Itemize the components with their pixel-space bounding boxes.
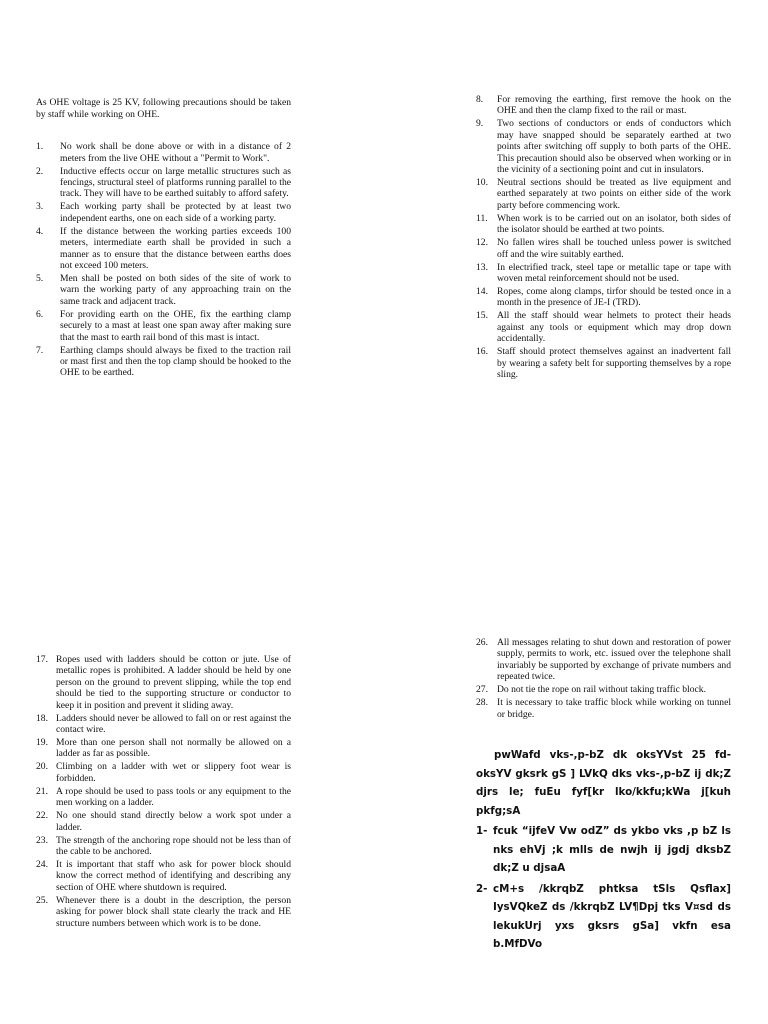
- item-text: It is necessary to take traffic block while working on tunnel or bridge.: [497, 697, 731, 720]
- item-text: Two sections of conductors or ends of conductors which may have snapped should be separately earthed at two points after switching off supply to both parts of the OHE. This precaution should also be observed when working or in the vicinity of a sectioning point and cut in insulators.: [497, 118, 731, 176]
- item-number: 7.: [36, 344, 44, 356]
- list-item: [36, 713, 291, 736]
- list-item: [36, 309, 291, 343]
- item-text: All the staff should wear helmets to protect their heads against any tools or equipment which may drop down accidentally.: [497, 310, 731, 345]
- hindi-section: [476, 746, 731, 956]
- item-text: Do not tie the rope on rail without taking traffic block.: [497, 684, 706, 696]
- item-number: 23.: [36, 834, 48, 846]
- item-text: A rope should be used to pass tools or any equipment to the men working on a ladder.: [56, 785, 291, 809]
- item-text: Ropes used with ladders should be cotton or jute. Use of metallic ropes is prohibited. A ladder should be held by one person on the ground to prevent slipping, while the top end should be tied to the supporting structure or conductor to keep it in position and prevent it sliding away.: [56, 654, 291, 711]
- item-text: When work is to be carried out on an isolator, both sides of the isolator should be earthed at two points.: [497, 212, 731, 236]
- list-item: [476, 177, 731, 211]
- item-text: In electrified track, steel tape or metallic tape or tape with woven metal reinforcement should not be used.: [497, 261, 731, 285]
- precautions-list-1-7: [36, 141, 291, 379]
- list-item: [36, 835, 291, 858]
- item-number: 17.: [36, 654, 48, 665]
- item-text: No fallen wires shall be touched unless power is switched off and the wire suitably earthed.: [497, 237, 731, 260]
- item-text: Ladders should never be allowed to fall on or rest against the contact wire.: [56, 712, 291, 736]
- item-text: Earthing clamps should always be fixed to the traction rail or mast first and then the top clamp should be hooked to the OHE to be earthed.: [60, 344, 291, 379]
- list-item: [476, 94, 731, 117]
- list-item: [36, 761, 291, 784]
- bottom-left-column: [36, 654, 291, 931]
- list-item: [476, 684, 731, 695]
- item-text: Neutral sections should be treated as live equipment and earthed separately at two points on either side of the work party before commencing work.: [497, 177, 731, 211]
- item-number: 20.: [36, 761, 48, 773]
- item-text: Whenever there is a doubt in the description, the person asking for power block shall state clearly the track and HE structure numbers between which work is to be done.: [56, 894, 291, 929]
- item-number: 14.: [476, 286, 488, 298]
- list-item: [36, 345, 291, 379]
- item-text: The strength of the anchoring rope should not be less than of the cable to be anchored.: [56, 834, 291, 858]
- precautions-list-17-25: [36, 654, 291, 929]
- item-text: Ropes, come along clamps, tirfor should be tested once in a month in the presence of JE-I (TRD).: [497, 286, 731, 309]
- item-number: 6.: [36, 308, 44, 320]
- list-item: [476, 262, 731, 285]
- item-number: 16.: [476, 346, 488, 358]
- item-number: 5.: [36, 273, 44, 285]
- item-number: 3.: [36, 201, 44, 213]
- item-number: 15.: [476, 310, 488, 322]
- item-number: 27.: [476, 684, 488, 696]
- hindi-list-item: [476, 880, 731, 954]
- item-text: No one should stand directly below a work spot under a ladder.: [56, 810, 291, 833]
- item-number: 11.: [476, 212, 488, 224]
- precautions-list-26-28: [476, 637, 731, 720]
- item-number: 12.: [476, 237, 488, 249]
- list-item: [36, 654, 291, 711]
- list-item: [476, 213, 731, 236]
- list-item: [476, 637, 731, 683]
- list-item: [476, 310, 731, 344]
- precautions-list-8-16: [476, 94, 731, 381]
- item-text: For removing the earthing, first remove the hook on the OHE and then the clamp fixed to the rail or mast.: [497, 94, 731, 117]
- list-item: [36, 226, 291, 272]
- hindi-list-item: [476, 822, 731, 878]
- item-number: 22.: [36, 810, 48, 822]
- item-text: It is important that staff who ask for power block should know the correct method of identifying and describing any section of OHE where shutdown is required.: [56, 859, 291, 893]
- item-number: 2.: [36, 165, 44, 177]
- item-number: 10.: [476, 177, 488, 189]
- list-item: [476, 286, 731, 309]
- item-text: cM+s /kkrqbZ phtksa tSls Qsflax] IysVQkeZ ds /kkrqbZ LV¶Dpj tks V¤sd ds lekukUrj yxs gksrs gSa] vkfn esa b.MfDVo: [493, 882, 731, 950]
- list-item: [36, 895, 291, 929]
- list-item: [36, 166, 291, 200]
- list-item: [36, 273, 291, 307]
- item-number: 1-: [476, 825, 488, 837]
- item-number: 26.: [476, 637, 488, 648]
- item-number: 21.: [36, 785, 48, 797]
- list-item: [476, 237, 731, 260]
- item-number: 1.: [36, 141, 44, 153]
- item-text: All messages relating to shut down and restoration of power supply, permits to work, etc. issued over the telephone shall invariably be supported by exchange of private numbers and repeated twice.: [497, 637, 731, 683]
- list-item: [476, 346, 731, 380]
- item-number: 28.: [476, 697, 488, 709]
- item-number: 24.: [36, 859, 48, 871]
- list-item: [36, 737, 291, 760]
- item-number: 19.: [36, 737, 48, 749]
- item-text: No work shall be done above or with in a distance of 2 meters from the live OHE without a "Permit to Work".: [60, 141, 291, 164]
- list-item: [36, 786, 291, 809]
- list-item: [476, 697, 731, 720]
- bottom-right-column: [476, 637, 731, 722]
- item-text: Inductive effects occur on large metallic structures such as fencings, structural steel of platforms running parallel to the track. They will have to be earthed suitably to afford safety.: [60, 165, 291, 200]
- item-number: 13.: [476, 261, 488, 273]
- item-text: Climbing on a ladder with wet or slippery foot wear is forbidden.: [56, 761, 291, 784]
- item-text: More than one person shall not normally be allowed on a ladder as far as possible.: [56, 737, 291, 760]
- item-text: For providing earth on the OHE, fix the earthing clamp securely to a mast at least one span away after making sure that the mast to earth rail bond of this mast is intact.: [60, 308, 291, 343]
- item-text: Each working party shall be protected by at least two independent earths, one on each side of a working party.: [60, 201, 291, 224]
- list-item: [36, 141, 291, 164]
- item-number: 8.: [476, 94, 484, 105]
- item-number: 25.: [36, 894, 48, 906]
- item-number: 2-: [476, 882, 488, 895]
- item-number: 9.: [476, 118, 484, 130]
- hindi-intro-paragraph: pwWafd vks-,p-bZ dk oksYVst 25 fd-oksYV gksrk gS ] LVkQ dks vks-,p-bZ ij dk;Z djrs le; fuEu fyf[kr lko/kkfu;kWa j[kuh pkfg;sA: [476, 749, 731, 817]
- list-item: [36, 810, 291, 833]
- item-text: Men shall be posted on both sides of the site of work to warn the working party of any approaching train on the same track and adjacent track.: [60, 273, 291, 307]
- top-left-column: [36, 97, 291, 380]
- item-text: If the distance between the working parties exceeds 100 meters, intermediate earth shall be provided in such a manner as to ensure that the distance between earths does not exceed 100 meters.: [60, 225, 291, 272]
- list-item: [476, 118, 731, 175]
- list-item: [36, 201, 291, 224]
- intro-paragraph: As OHE voltage is 25 KV, following precautions should be taken by staff while working on OHE.: [36, 97, 291, 120]
- list-item: [36, 859, 291, 893]
- top-right-column: [476, 94, 731, 382]
- item-number: 4.: [36, 225, 44, 237]
- item-text: Staff should protect themselves against an inadvertent fall by wearing a safety belt for supporting themselves by a rope sling.: [497, 346, 731, 381]
- item-text: fcuk “ijfeV Vw odZ” ds ykbo vks ,p bZ ls nks ehVj ;k mlls de nwjh ij jgdj dksbZ dk;Z u djsaA: [493, 825, 731, 874]
- item-number: 18.: [36, 712, 48, 724]
